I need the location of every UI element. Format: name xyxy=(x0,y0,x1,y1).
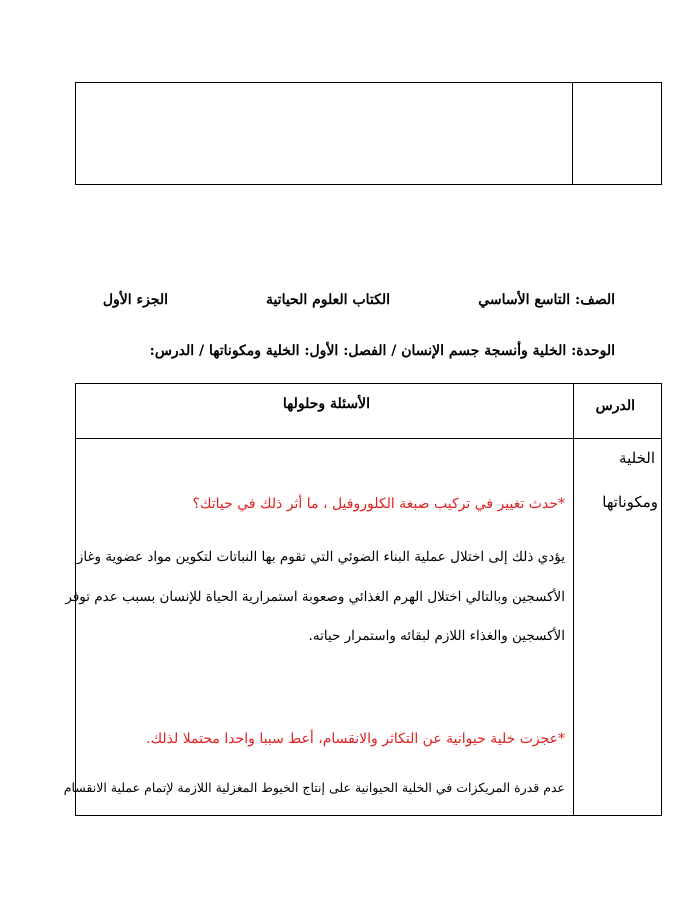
top-table-divider xyxy=(572,82,573,185)
top-table xyxy=(75,82,662,185)
column-header-lesson: الدرس xyxy=(595,398,635,414)
answer-1-line3: الأكسجين والغذاء اللازم لبقائه واستمرار حياته. xyxy=(308,628,565,644)
main-table-column-divider xyxy=(573,383,574,816)
column-header-questions: الأسئلة وحلولها xyxy=(282,396,370,412)
answer-2-line1: عدم قدرة المريكزات في الخلية الحيوانية على إنتاج الخيوط المغزلية اللازمة لإتمام عملية الانقسام xyxy=(63,780,565,795)
book-label: الكتاب العلوم الحياتية xyxy=(265,292,390,308)
unit-line: الوحدة: الخلية وأنسجة جسم الإنسان / الفصل: الأول: الخلية ومكوناتها / الدرس: xyxy=(149,343,615,359)
question-1: *حدث تغيير في تركيب صبغة الكلوروفيل ، ما أثر ذلك في حياتك؟ xyxy=(192,496,565,512)
lesson-name-line2: ومكوناتها xyxy=(602,493,658,511)
question-2: *عجزت خلية حيوانية عن التكاثر والانقسام، أعط سببا واحدا محتملا لذلك. xyxy=(146,731,565,747)
grade-label: الصف: التاسع الأساسي xyxy=(478,292,615,308)
part-label: الجزء الأول xyxy=(102,292,168,308)
answer-1-line1: يؤدي ذلك إلى اختلال عملية البناء الضوئي التي تقوم بها النباتات لتكوين مواد عضوية وغاز xyxy=(76,549,565,565)
lesson-name-line1: الخلية xyxy=(619,449,655,467)
answer-1-line2: الأكسجين وبالتالي اختلال الهرم الغذائي وصعوبة استمرارية الحياة للإنسان بسبب عدم توفر xyxy=(65,589,565,605)
